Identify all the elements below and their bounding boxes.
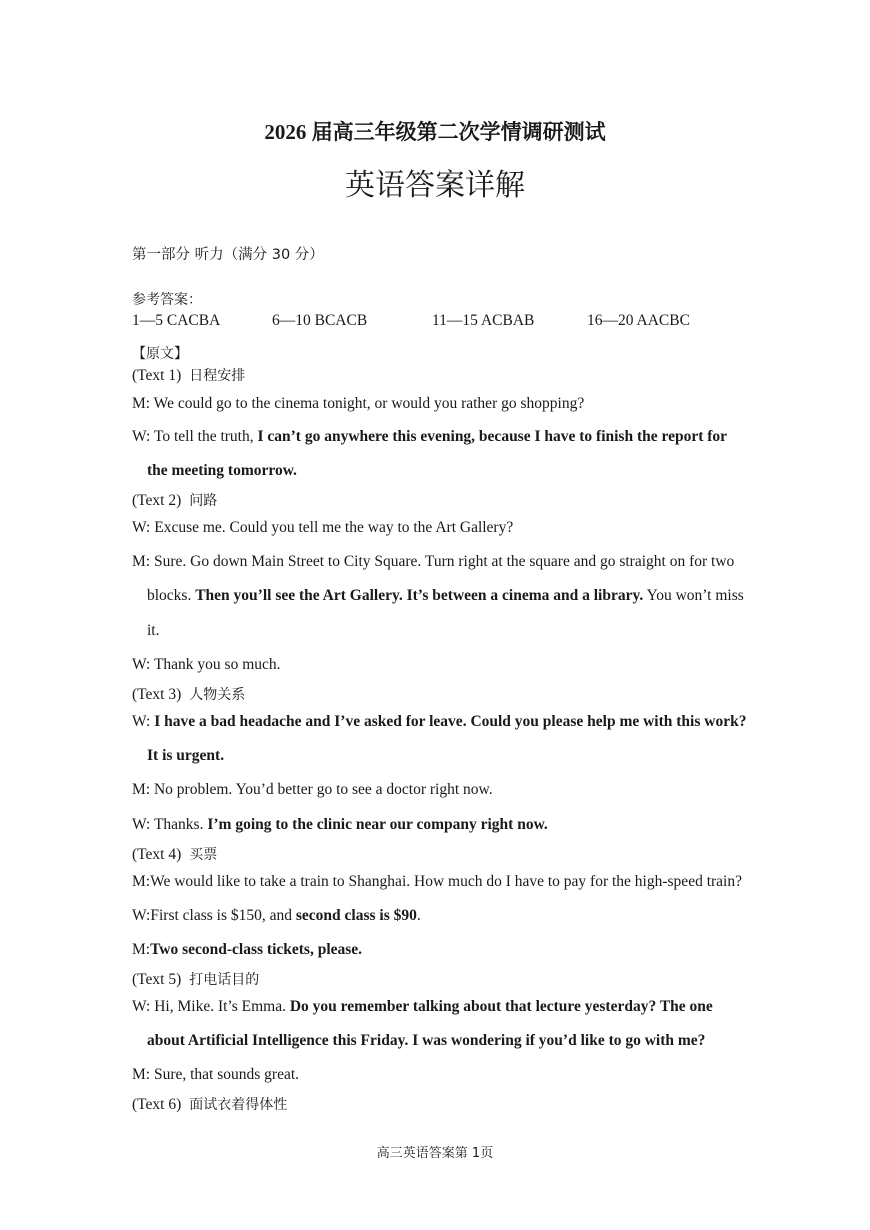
text-1-line-w1-cont: the meeting tomorrow. (147, 462, 297, 479)
text-3-w2-plain: W: Thanks. (132, 816, 208, 833)
text-3-heading (132, 684, 245, 704)
text-4-m2-plain: M: (132, 941, 151, 958)
text-4-line-w1 (132, 907, 421, 925)
answer-group-1: 1—5 CACBA (132, 312, 221, 329)
text-3-line-w1 (132, 713, 746, 731)
text-1-tag: (Text 1) (132, 367, 182, 384)
text-4-w1-end: . (416, 907, 421, 924)
section-heading: 第一部分 听力（满分 30 分） (132, 247, 324, 263)
text-5-line-w1 (132, 998, 713, 1016)
text-3-w1-bold: I have a bad headache and I’ve asked for leave. Could you please help me with this work? (154, 713, 747, 730)
text-2-m1-plain-end: You won’t miss (643, 587, 744, 604)
text-4-w1-bold: second class is $90 (295, 907, 417, 924)
page-footer: 高三英语答案第 1页 (376, 1146, 494, 1161)
text-5-w1-bold: Do you remember talking about that lecture yesterday? The one (289, 998, 713, 1015)
text-6-heading (132, 1094, 287, 1114)
text-3-line-m1: M: No problem. You’d better go to see a doctor right now. (132, 781, 493, 798)
text-5-w1-plain: W: Hi, Mike. It’s Emma. (132, 998, 290, 1015)
text-1-topic: 日程安排 (189, 368, 246, 384)
text-5-line-w1-cont: about Artificial Intelligence this Friday. I was wondering if you’d like to go with me? (147, 1032, 706, 1049)
original-label: 【原文】 (132, 346, 188, 362)
text-3-w2-bold: I’m going to the clinic near our company right now. (207, 816, 548, 833)
answer-group-4: 16—20 AACBC (587, 312, 690, 329)
text-3-line-w1-cont: It is urgent. (147, 747, 225, 764)
answer-group-3: 11—15 ACBAB (432, 312, 535, 329)
text-1-heading (132, 365, 245, 385)
text-5-line-m1: M: Sure, that sounds great. (132, 1066, 300, 1083)
text-5-tag: (Text 5) (132, 971, 182, 988)
text-6-topic: 面试衣着得体性 (189, 1097, 288, 1113)
text-2-heading (132, 490, 217, 510)
text-5-topic: 打电话目的 (189, 972, 260, 988)
document-title: 2026 届高三年级第二次学情调研测试 (264, 120, 606, 144)
text-3-w1-plain: W: (132, 713, 155, 730)
answer-group-2: 6—10 BCACB (272, 312, 368, 329)
text-4-topic: 买票 (189, 847, 218, 863)
text-2-tag: (Text 2) (132, 492, 182, 509)
text-4-tag: (Text 4) (132, 846, 182, 863)
text-1-w1-bold: I can’t go anywhere this evening, because I have to finish the report for (257, 428, 728, 445)
text-2-m1-plain: blocks. (147, 587, 196, 604)
text-4-line-m1: M:We would like to take a train to Shanghai. How much do I have to pay for the high-speed train? (132, 873, 742, 890)
text-4-heading (132, 844, 217, 864)
text-3-topic: 人物关系 (189, 687, 246, 703)
text-2-topic: 问路 (189, 493, 218, 509)
text-5-heading (132, 969, 259, 989)
text-2-m1-bold: Then you’ll see the Art Gallery. It’s between a cinema and a library. (195, 587, 644, 604)
answer-label: 参考答案： (132, 292, 202, 308)
text-4-line-m2 (132, 941, 362, 959)
text-2-line-m1-cont (147, 587, 744, 605)
document-subtitle: 英语答案详解 (345, 168, 525, 203)
text-2-line-w1: W: Excuse me. Could you tell me the way to the Art Gallery? (132, 519, 514, 536)
text-2-line-m1-end: it. (147, 622, 160, 639)
text-2-line-m1: M: Sure. Go down Main Street to City Square. Turn right at the square and go straight on for two (132, 553, 735, 570)
text-1-line-w1 (132, 428, 727, 446)
text-4-m2-bold: Two second-class tickets, please. (150, 941, 363, 958)
text-1-w1-plain: W: To tell the truth, (132, 428, 258, 445)
text-6-tag: (Text 6) (132, 1096, 182, 1113)
text-4-w1-plain: W:First class is $150, and (132, 907, 296, 924)
text-1-line-m1: M: We could go to the cinema tonight, or would you rather go shopping? (132, 395, 585, 412)
text-3-tag: (Text 3) (132, 686, 182, 703)
text-3-line-w2 (132, 816, 548, 834)
text-2-line-w2: W: Thank you so much. (132, 656, 281, 673)
